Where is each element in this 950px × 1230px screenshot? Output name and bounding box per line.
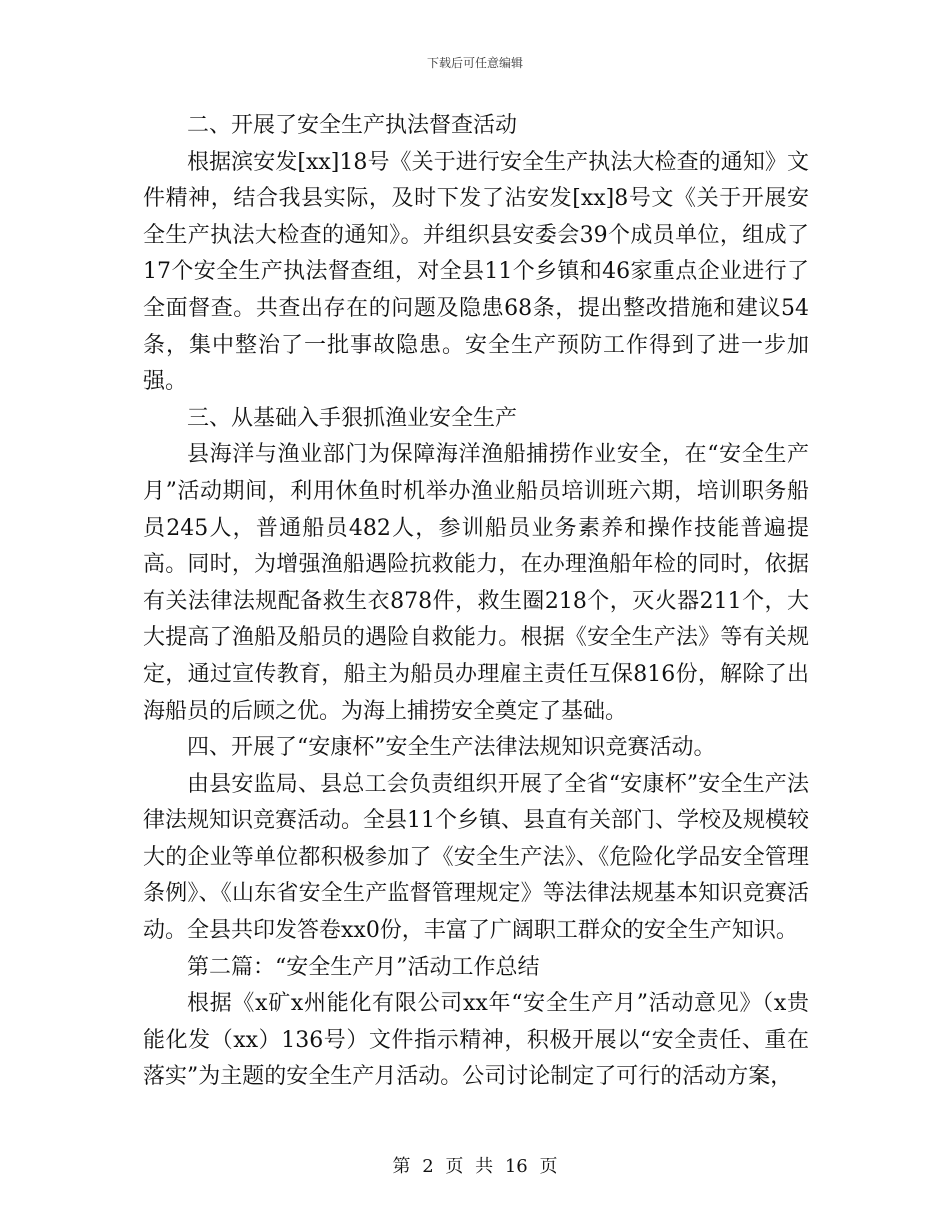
paragraph-inspection: 根据滨安发[xx]18号《关于进行安全生产执法大检查的通知》文件精神，结合我县实际，及时下发了沾安发[xx]8号文《关于开展安全生产执法大检查的通知》。并组织县安委会39个成员单位，组成了17个安全生产执法督查组，对全县11个乡镇和46家重点企业进行了全面督查。共查出存在的问题及隐患68条，提出整改措施和建议54条，集中整治了一批事故隐患。安全生产预防工作得到了进一步加强。 (143, 149, 809, 395)
paragraph-competition: 由县安监局、县总工会负责组织开展了全省“安康杯”安全生产法律法规知识竞赛活动。全县11个乡镇、县直有关部门、学校及规模较大的企业等单位都积极参加了《安全生产法》、《危险化学品安全管理条例》、《山东省安全生产监督管理规定》等法律法规基本知识竞赛活动。全县共印发答卷xx0份，丰富了广阔职工群众的安全生产知识。 (143, 771, 809, 944)
chapter-heading-2: 第二篇：“安全生产月”活动工作总结 (187, 954, 540, 980)
section-heading-2: 二、开展了安全生产执法督查活动 (187, 113, 518, 138)
section-heading-3: 三、从基础入手狠抓渔业安全生产 (187, 405, 518, 431)
section-heading-4: 四、开展了“安康杯”安全生产法律法规知识竞赛活动。 (187, 735, 716, 761)
header-note: 下载后可任意编辑 (426, 56, 523, 70)
document-body (143, 108, 809, 1096)
paragraph-fishery: 县海洋与渔业部门为保障海洋渔船捕捞作业安全，在“安全生产月”活动期间，利用休鱼时机举办渔业船员培训班六期，培训职务船员245人，普通船员482人，参训船员业务素养和操作技能普遍提高。同时，为增强渔船遇险抗救能力，在办理渔船年检的同时，依据有关法律法规配备救生衣878件，救生圈218个，灭火器211个，大大提高了渔船及船员的遇险自救能力。根据《安全生产法》等有关规定，通过宣传教育，船主为船员办理雇主责任互保816份，解除了出海船员的后顾之优。为海上捕捞安全奠定了基础。 (143, 442, 809, 724)
paragraph-safety-month: 根据《x矿x州能化有限公司xx年“安全生产月”活动意见》（x贵能化发（xx）136号）文件指示精神，积极开展以“安全责任、重在落实”为主题的安全生产月活动。公司讨论制定了可行的活动方案， (143, 991, 809, 1090)
page-number: 第 2 页 共 16 页 (392, 1156, 558, 1177)
